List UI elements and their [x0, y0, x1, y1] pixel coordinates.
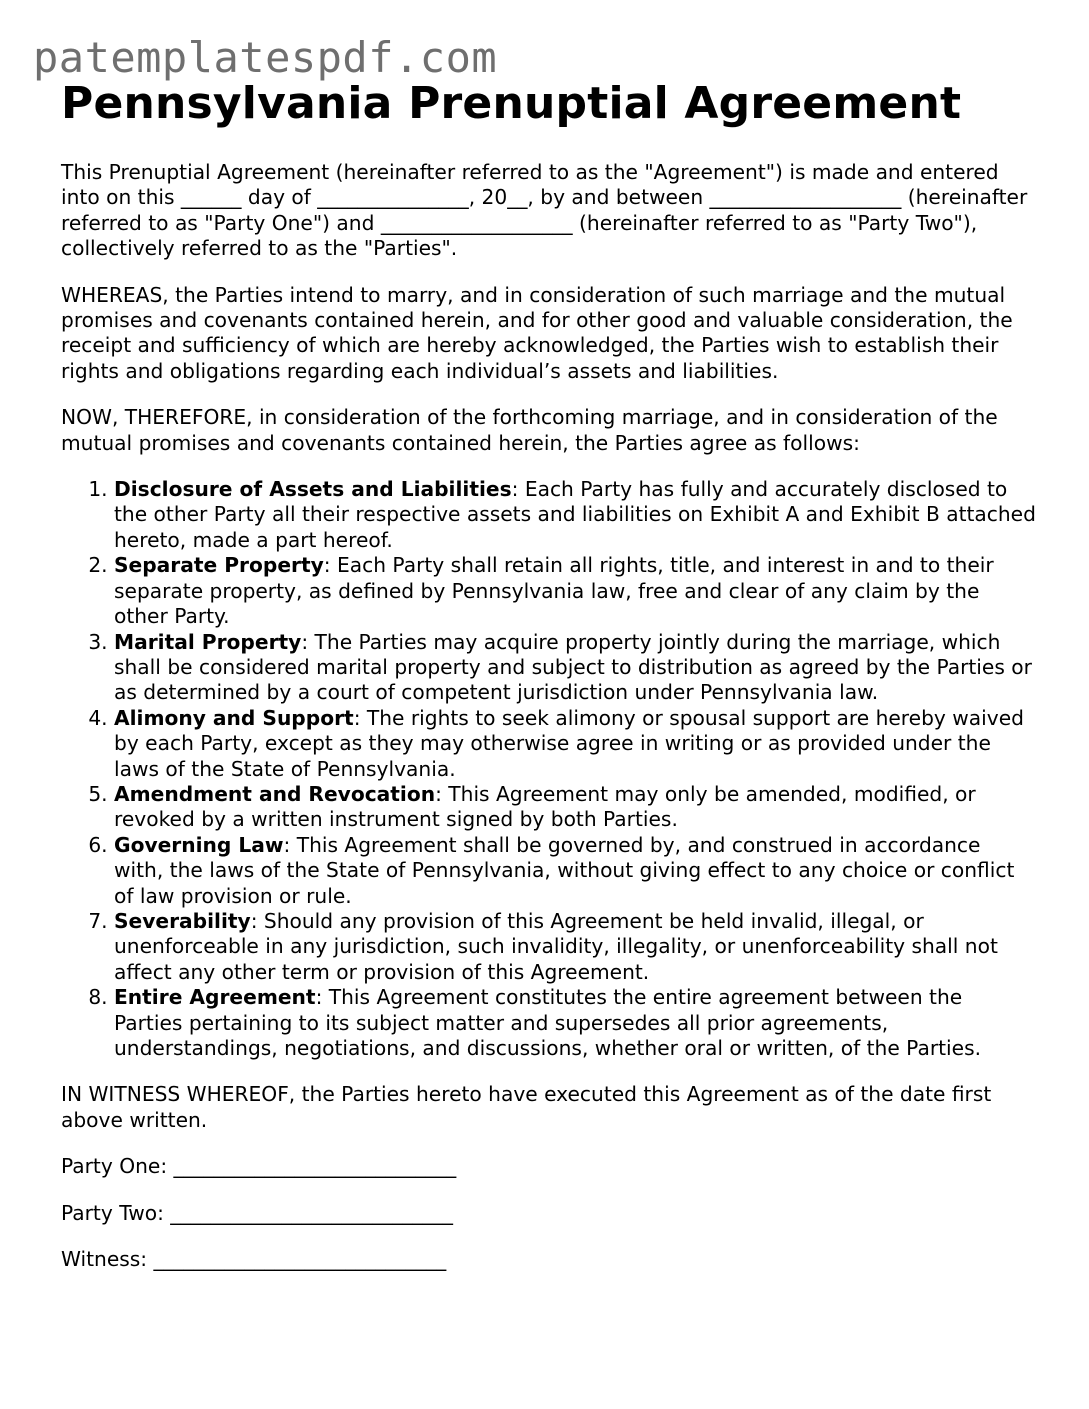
clause-item [114, 630, 1036, 706]
clause-item [114, 909, 1036, 985]
clause-text: : The rights to seek alimony or spousal support are hereby waived by each Party, except as they may otherwise agree in writing or as provided under the laws of the State of Pennsylvania. [114, 705, 1024, 781]
clause-item [114, 706, 1036, 782]
whereas-paragraph: WHEREAS, the Parties intend to marry, and in consideration of such marriage and the mutual promises and covenants contained herein, and for other good and valuable consideration, the receipt and sufficiency of which are hereby acknowledged, the Parties wish to establish their rights and obligations regarding each individual’s assets and liabilities. [61, 282, 1013, 383]
signature-line-party-two: Party Two: ____________________________ [61, 1200, 453, 1225]
clause-text: : This Agreement may only be amended, modified, or revoked by a written instrument signed by both Parties. [114, 781, 976, 832]
clause-text: : Each Party has fully and accurately disclosed to the other Party all their respective assets and liabilities on Exhibit A and Exhibit B attached hereto, made a part hereof. [114, 477, 1036, 552]
clause-text: : Each Party shall retain all rights, title, and interest in and to their separate property, as defined by Pennsylvania law, free and clear of any claim by the other Party. [114, 553, 994, 629]
clause-list [61, 477, 1036, 1061]
signature-line-party-one: Party One: ____________________________ [61, 1154, 457, 1179]
document-body [61, 78, 1036, 1293]
document-title: Pennsylvania Prenuptial Agreement [61, 78, 962, 129]
clause-heading: Governing Law [114, 832, 284, 857]
signature-line-witness: Witness: _____________________________ [61, 1247, 447, 1272]
clause-item [114, 477, 1036, 553]
site-watermark: patemplatespdf.com [33, 33, 498, 82]
clause-text: : This Agreement shall be governed by, and construed in accordance with, the laws of the State of Pennsylvania, without giving effect to any choice or conflict of law provision or rule. [114, 832, 1015, 908]
clause-heading: Marital Property [114, 629, 302, 654]
clause-item [114, 782, 1036, 833]
clause-item [114, 553, 1036, 629]
clause-heading: Alimony and Support [114, 705, 354, 730]
clause-heading: Severability [114, 908, 251, 933]
clause-item [114, 833, 1036, 909]
clause-text: : This Agreement constitutes the entire agreement between the Parties pertaining to its subject matter and supersedes all prior agreements, understandings, negotiations, and discussions, whether oral or written, of the Parties. [114, 985, 981, 1060]
clause-text: : Should any provision of this Agreement be held invalid, illegal, or unenforceable in any jurisdiction, such invalidity, illegality, or unenforceability shall not affect any other term or provision of this Agreement. [114, 908, 998, 984]
clause-text: : The Parties may acquire property jointly during the marriage, which shall be considered marital property and subject to distribution as agreed by the Parties or as determined by a court of competent jurisdiction under Pennsylvania law. [114, 629, 1032, 705]
clause-heading: Entire Agreement [114, 985, 316, 1010]
now-therefore-paragraph: NOW, THEREFORE, in consideration of the forthcoming marriage, and in consideration of the mutual promises and covenants contained herein, the Parties agree as follows: [61, 405, 998, 455]
clause-heading: Amendment and Revocation [114, 781, 436, 806]
clause-item [114, 985, 1036, 1061]
clause-heading: Disclosure of Assets and Liabilities [114, 477, 512, 502]
intro-paragraph: This Prenuptial Agreement (hereinafter referred to as the "Agreement") is made and entered into on this ______ day of _______________, 20__, by and between ___________________ (hereinafter referred to as "Party One") and ___________________ (hereinafter referred to as "Party Two"), collectively referred to as the "Parties". [61, 160, 1028, 261]
witness-clause: IN WITNESS WHEREOF, the Parties hereto have executed this Agreement as of the date first above written. [61, 1082, 992, 1132]
clause-heading: Separate Property [114, 553, 324, 578]
